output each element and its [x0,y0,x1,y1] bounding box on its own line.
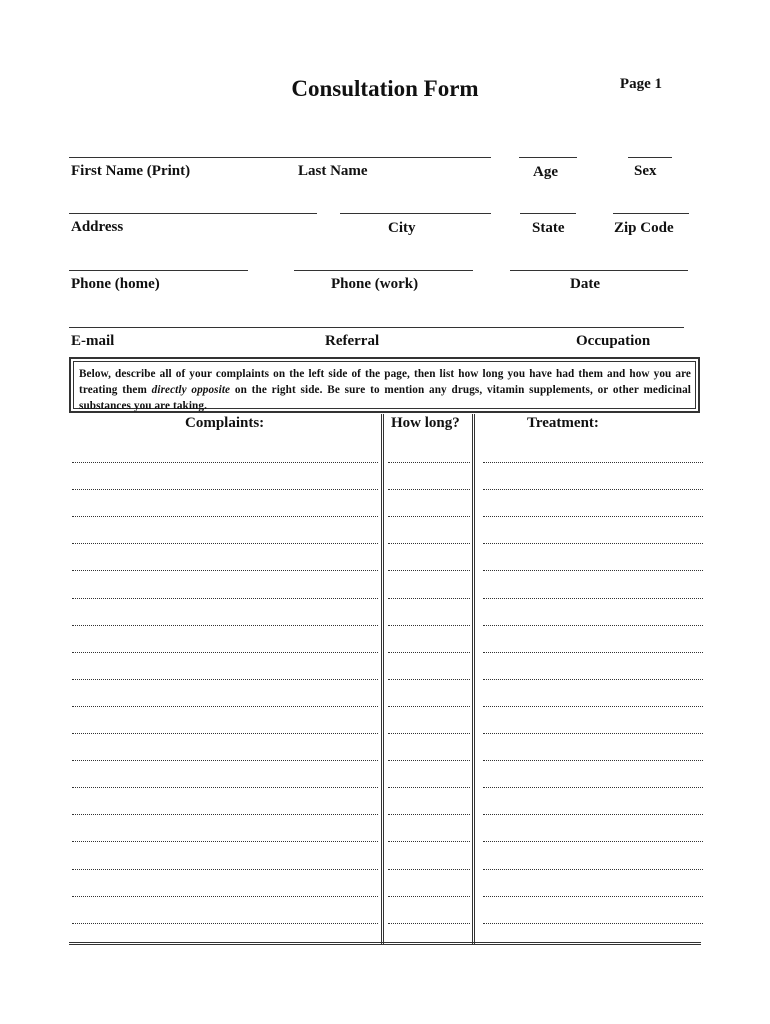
treatment-line[interactable] [483,814,703,815]
treatment-line[interactable] [483,869,703,870]
treatment-line[interactable] [483,462,703,463]
complaint-line[interactable] [72,923,378,924]
complaint-line[interactable] [72,869,378,870]
complaint-line[interactable] [72,760,378,761]
city-label: City [388,220,416,236]
how-long-header: How long? [391,415,460,431]
email-referral-occupation-field[interactable] [69,327,684,328]
how-long-line[interactable] [388,625,470,626]
complaints-header: Complaints: [185,415,265,431]
sex-field[interactable] [628,157,672,158]
how-long-line[interactable] [388,516,470,517]
form-title: Consultation Form [291,76,479,101]
address-field[interactable] [69,213,317,214]
complaint-line[interactable] [72,598,378,599]
how-long-line[interactable] [388,489,470,490]
treatment-line[interactable] [483,706,703,707]
how-long-line[interactable] [388,679,470,680]
treatment-line[interactable] [483,733,703,734]
how-long-line[interactable] [388,814,470,815]
how-long-line[interactable] [388,598,470,599]
date-label: Date [570,276,600,292]
how-long-line[interactable] [388,760,470,761]
how-long-line[interactable] [388,543,470,544]
treatment-line[interactable] [483,543,703,544]
treatment-line[interactable] [483,923,703,924]
complaint-line[interactable] [72,652,378,653]
sex-label: Sex [634,163,657,179]
referral-label: Referral [325,333,380,349]
how-long-line[interactable] [388,706,470,707]
address-label: Address [71,219,124,235]
how-long-line[interactable] [388,570,470,571]
complaint-line[interactable] [72,896,378,897]
treatment-line[interactable] [483,598,703,599]
zip-code-label: Zip Code [614,220,674,236]
complaint-line[interactable] [72,516,378,517]
complaint-line[interactable] [72,787,378,788]
complaint-line[interactable] [72,625,378,626]
instructions-box [69,357,700,413]
complaint-line[interactable] [72,570,378,571]
table-bottom-rule [69,942,701,945]
how-long-line[interactable] [388,923,470,924]
email-label: E-mail [71,333,115,349]
age-field[interactable] [519,157,577,158]
column-divider-left [381,414,384,944]
treatment-line[interactable] [483,489,703,490]
how-long-line[interactable] [388,869,470,870]
instructions-text: Below, describe all of your complaints on the left side of the page, then list how long you have had them and how you are treating them directly opposite on the right side. Be sure to mention any drugs, vitamin supplements, or other medicinal substances you are taking. [73,361,696,409]
age-label: Age [533,164,558,180]
complaint-line[interactable] [72,733,378,734]
how-long-line[interactable] [388,787,470,788]
complaint-line[interactable] [72,462,378,463]
phone-home-label: Phone (home) [71,276,160,292]
zip-code-field[interactable] [613,213,689,214]
treatment-line[interactable] [483,679,703,680]
treatment-line[interactable] [483,787,703,788]
phone-work-label: Phone (work) [331,276,419,292]
first-name-label: First Name (Print) [71,163,191,179]
state-label: State [532,220,565,236]
complaint-line[interactable] [72,814,378,815]
treatment-line[interactable] [483,625,703,626]
state-field[interactable] [520,213,576,214]
treatment-line[interactable] [483,760,703,761]
date-field[interactable] [510,270,688,271]
page-number: Page 1 [619,76,662,92]
treatment-line[interactable] [483,896,703,897]
how-long-line[interactable] [388,841,470,842]
how-long-line[interactable] [388,733,470,734]
treatment-line[interactable] [483,652,703,653]
complaint-line[interactable] [72,679,378,680]
treatment-line[interactable] [483,841,703,842]
complaint-line[interactable] [72,489,378,490]
first-last-name-field[interactable] [69,157,491,158]
complaint-line[interactable] [72,841,378,842]
treatment-line[interactable] [483,570,703,571]
city-field[interactable] [340,213,491,214]
treatment-header: Treatment: [527,415,599,431]
column-divider-right [472,414,475,944]
phone-home-field[interactable] [69,270,248,271]
phone-work-field[interactable] [294,270,473,271]
how-long-line[interactable] [388,652,470,653]
complaint-line[interactable] [72,706,378,707]
occupation-label: Occupation [576,333,651,349]
treatment-line[interactable] [483,516,703,517]
last-name-label: Last Name [298,163,368,179]
how-long-line[interactable] [388,462,470,463]
how-long-line[interactable] [388,896,470,897]
complaint-line[interactable] [72,543,378,544]
